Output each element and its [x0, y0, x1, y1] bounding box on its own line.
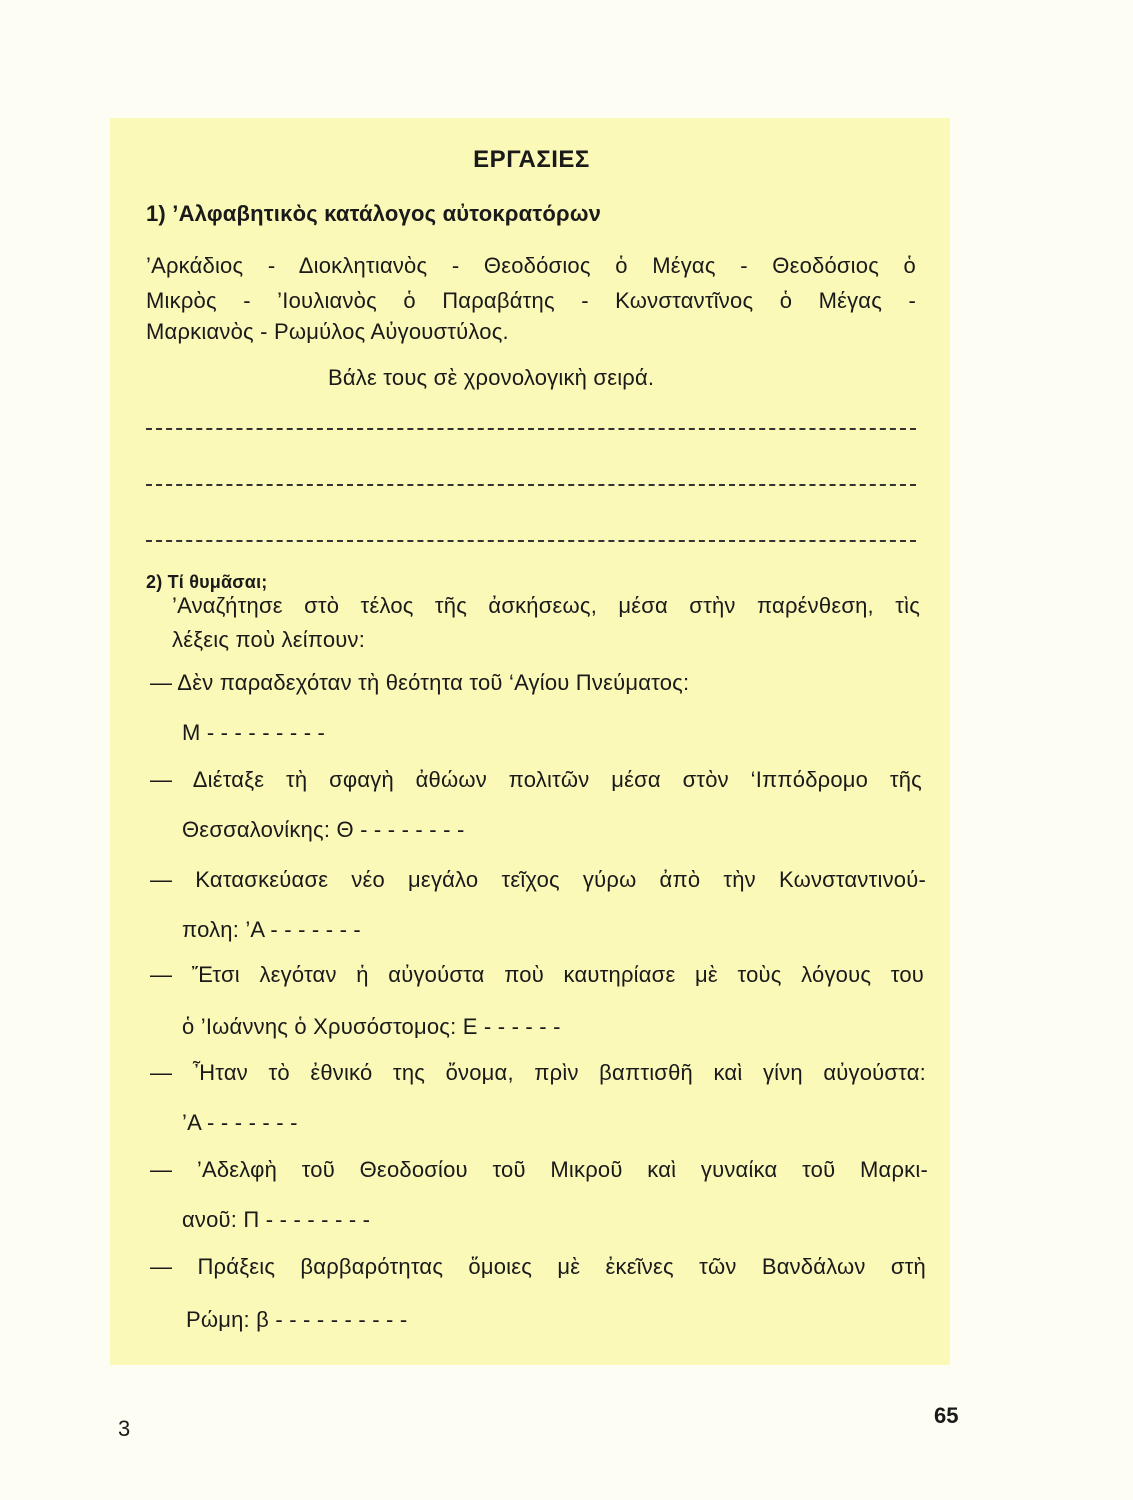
exercise1-instruction: Βάλε τους σὲ χρονολογικὴ σειρά. [328, 365, 655, 390]
question-answer-blank[interactable]: Ρώμη: β - - - - - - - - - - [186, 1307, 408, 1332]
exercise2-heading: 2) Τί θυμᾶσαι; [146, 572, 268, 592]
question-answer-blank[interactable]: ανοῦ: Π - - - - - - - - [182, 1207, 371, 1232]
answer-line[interactable] [146, 540, 916, 542]
question-item: — ’Αδελφὴ τοῦ Θεοδοσίου τοῦ Μικροῦ καὶ γυναίκα τοῦ Μαρκι- [150, 1157, 928, 1182]
question-item: — Δὲν παραδεχόταν τὴ θεότητα τοῦ ‘Αγίου Πνεύματος: [150, 670, 690, 695]
exercise1-line: ’Αρκάδιος - Διοκλητιανὸς - Θεοδόσιος ὁ Μέγας - Θεοδόσιος ὁ [146, 253, 916, 278]
question-answer-blank[interactable]: Μ - - - - - - - - - [182, 720, 326, 745]
question-answer-blank[interactable]: πολη: ’Α - - - - - - - [182, 917, 361, 942]
exercise2-intro: ’Αναζήτησε στὸ τέλος τῆς ἀσκήσεως, μέσα στὴν παρένθεση, τὶς [172, 593, 920, 618]
question-item: — Ἔτσι λεγόταν ἡ αὐγούστα ποὺ καυτηρίασε μὲ τοὺς λόγους του [150, 962, 924, 987]
question-item: — Πράξεις βαρβαρότητας ὅμοιες μὲ ἐκεῖνες τῶν Βανδάλων στὴ [150, 1254, 926, 1279]
question-answer-blank[interactable]: Θεσσαλονίκης: Θ - - - - - - - - [182, 817, 465, 842]
exercise2-intro: λέξεις ποὺ λείπουν: [172, 627, 366, 652]
answer-line[interactable] [146, 428, 916, 430]
exercise1-line: Μικρὸς - ’Ιουλιανὸς ὁ Παραβάτης - Κωνσταντῖνος ὁ Μέγας - [146, 288, 916, 313]
answer-line[interactable] [146, 484, 916, 486]
exercise1-line: Μαρκιανὸς - Ρωμύλος Αὐγουστύλος. [146, 319, 509, 344]
exercise1-heading: 1) ’Αλφαβητικὸς κατάλογος αὐτοκρατόρων [146, 201, 602, 226]
question-answer-blank[interactable]: ’Α - - - - - - - [182, 1110, 298, 1135]
question-item: — Κατασκεύασε νέο μεγάλο τεῖχος γύρω ἀπὸ τὴν Κωνσταντινού- [150, 867, 926, 892]
question-item: — Διέταξε τὴ σφαγὴ ἀθώων πολιτῶν μέσα στὸν ‘Ιππόδρομο τῆς [150, 767, 922, 792]
page-number: 65 [934, 1403, 959, 1428]
page-title: ΕΡΓΑΣΙΕΣ [473, 146, 590, 173]
question-answer-blank[interactable]: ὁ ’Ιωάννης ὁ Χρυσόστομος: Ε - - - - - - [182, 1014, 561, 1039]
question-item: — Ἦταν τὸ ἐθνικό της ὄνομα, πρὶν βαπτισθῆ καὶ γίνη αὐγούστα: [150, 1060, 926, 1085]
margin-number: 3 [118, 1416, 131, 1441]
